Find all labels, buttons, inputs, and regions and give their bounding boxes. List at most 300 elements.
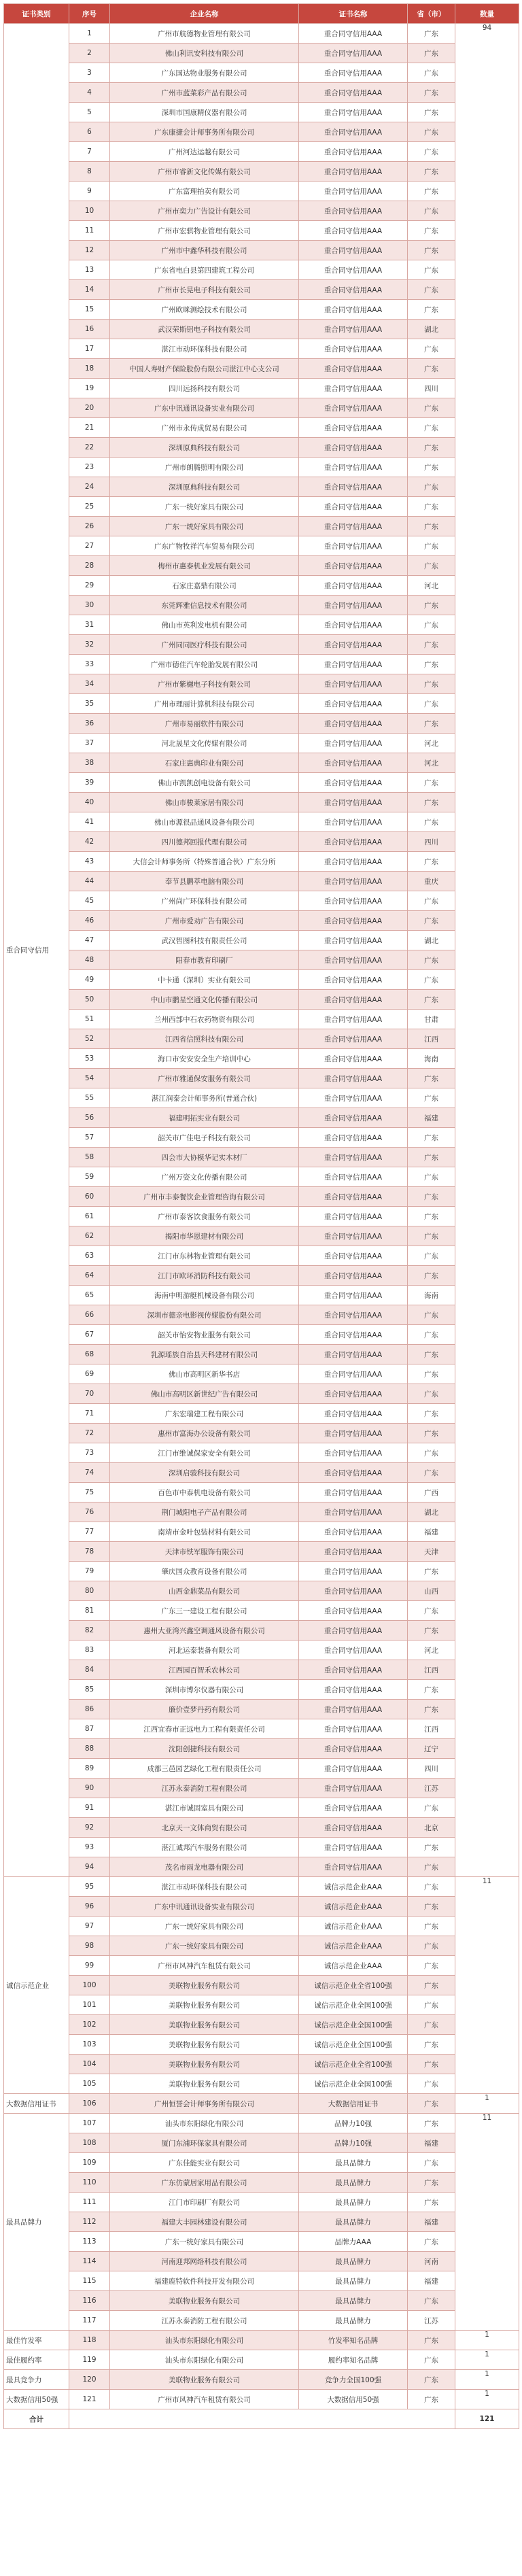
company-cell: 北京天一文体商贸有限公司 xyxy=(110,1818,299,1838)
seq-cell: 101 xyxy=(69,1995,110,2015)
table-row xyxy=(4,2271,519,2291)
table-row xyxy=(4,63,519,83)
cert-cell: 重合同守信用AAA xyxy=(299,1424,408,1443)
total-label: 合计 xyxy=(4,2409,69,2429)
province-cell: 广东 xyxy=(408,635,455,655)
province-cell: 湖北 xyxy=(408,1502,455,1522)
province-cell: 广东 xyxy=(408,891,455,911)
table-row xyxy=(4,359,519,379)
cert-cell: 重合同守信用AAA xyxy=(299,339,408,359)
cert-cell: 重合同守信用AAA xyxy=(299,1601,408,1621)
cert-cell: 重合同守信用AAA xyxy=(299,359,408,379)
company-cell: 海南中明游艇机械设备有限公司 xyxy=(110,1286,299,1305)
province-cell: 广东 xyxy=(408,300,455,320)
seq-cell: 56 xyxy=(69,1108,110,1128)
header-province: 省（市） xyxy=(408,4,455,24)
seq-cell: 106 xyxy=(69,2094,110,2114)
cert-cell: 重合同守信用AAA xyxy=(299,477,408,497)
seq-cell: 21 xyxy=(69,418,110,438)
cert-cell: 重合同守信用AAA xyxy=(299,497,408,517)
table-row xyxy=(4,2331,519,2350)
province-cell: 广东 xyxy=(408,2015,455,2035)
cert-cell: 重合同守信用AAA xyxy=(299,990,408,1010)
cert-cell: 重合同守信用AAA xyxy=(299,1857,408,1877)
province-cell: 福建 xyxy=(408,2212,455,2232)
cert-cell: 重合同守信用AAA xyxy=(299,1641,408,1660)
seq-cell: 9 xyxy=(69,182,110,201)
cert-cell: 重合同守信用AAA xyxy=(299,1680,408,1700)
company-cell: 广州市紫樾电子科技有限公司 xyxy=(110,674,299,694)
province-cell: 广东 xyxy=(408,418,455,438)
table-row xyxy=(4,714,519,734)
table-row xyxy=(4,162,519,182)
seq-cell: 2 xyxy=(69,44,110,63)
cert-cell: 重合同守信用AAA xyxy=(299,1286,408,1305)
table-row xyxy=(4,221,519,241)
company-cell: 大信会计师事务所（特殊普通合伙）广东分所 xyxy=(110,852,299,872)
seq-cell: 36 xyxy=(69,714,110,734)
table-row xyxy=(4,142,519,162)
province-cell: 广东 xyxy=(408,142,455,162)
table-row xyxy=(4,1798,519,1818)
province-cell: 广东 xyxy=(408,1936,455,1956)
seq-cell: 65 xyxy=(69,1286,110,1305)
province-cell: 广东 xyxy=(408,615,455,635)
cert-cell: 重合同守信用AAA xyxy=(299,714,408,734)
cert-cell: 重合同守信用AAA xyxy=(299,142,408,162)
cert-cell: 品牌力10强 xyxy=(299,2114,408,2133)
count-cell: 11 xyxy=(455,2114,519,2331)
seq-cell: 100 xyxy=(69,1976,110,1995)
table-row xyxy=(4,103,519,122)
province-cell: 广东 xyxy=(408,497,455,517)
seq-cell: 118 xyxy=(69,2331,110,2350)
cert-cell: 重合同守信用AAA xyxy=(299,950,408,970)
province-cell: 广东 xyxy=(408,2390,455,2409)
table-body xyxy=(4,24,519,2409)
province-cell: 河北 xyxy=(408,734,455,753)
seq-cell: 40 xyxy=(69,793,110,812)
category-cell: 最具竞争力 xyxy=(4,2370,69,2390)
province-cell: 广东 xyxy=(408,2173,455,2193)
province-cell: 广东 xyxy=(408,359,455,379)
table-row xyxy=(4,1680,519,1700)
company-cell: 惠州市富海办公设备有限公司 xyxy=(110,1424,299,1443)
cert-cell: 诚信示范企业AAA xyxy=(299,1956,408,1976)
province-cell: 四川 xyxy=(408,1759,455,1779)
seq-cell: 53 xyxy=(69,1049,110,1069)
seq-cell: 27 xyxy=(69,536,110,556)
seq-cell: 72 xyxy=(69,1424,110,1443)
cert-cell: 重合同守信用AAA xyxy=(299,1660,408,1680)
cert-cell: 诚信示范企业全国100强 xyxy=(299,2074,408,2094)
table-row xyxy=(4,260,519,280)
cert-cell: 重合同守信用AAA xyxy=(299,536,408,556)
company-cell: 广东一统好家具有限公司 xyxy=(110,497,299,517)
province-cell: 广东 xyxy=(408,714,455,734)
cert-cell: 重合同守信用AAA xyxy=(299,379,408,398)
table-row xyxy=(4,1069,519,1088)
company-cell: 广东一统好家具有限公司 xyxy=(110,517,299,536)
company-cell: 美联物业服务有限公司 xyxy=(110,2035,299,2055)
company-cell: 广东中讯通讯设备实业有限公司 xyxy=(110,1897,299,1917)
cert-cell: 重合同守信用AAA xyxy=(299,793,408,812)
province-cell: 广东 xyxy=(408,2193,455,2212)
seq-cell: 15 xyxy=(69,300,110,320)
table-row xyxy=(4,635,519,655)
province-cell: 广东 xyxy=(408,221,455,241)
seq-cell: 19 xyxy=(69,379,110,398)
table-row xyxy=(4,1483,519,1502)
seq-cell: 103 xyxy=(69,2035,110,2055)
province-cell: 广东 xyxy=(408,1325,455,1345)
province-cell: 广东 xyxy=(408,280,455,300)
table-row xyxy=(4,24,519,44)
province-cell: 重庆 xyxy=(408,872,455,891)
seq-cell: 7 xyxy=(69,142,110,162)
table-row xyxy=(4,1010,519,1029)
seq-cell: 62 xyxy=(69,1226,110,1246)
table-row xyxy=(4,2390,519,2409)
province-cell: 广东 xyxy=(408,260,455,280)
cert-cell: 品牌力10强 xyxy=(299,2133,408,2153)
seq-cell: 37 xyxy=(69,734,110,753)
province-cell: 河北 xyxy=(408,1641,455,1660)
company-cell: 中山市鹏星空通文化传播有限公司 xyxy=(110,990,299,1010)
category-cell: 诚信示范企业 xyxy=(4,1877,69,2094)
cert-cell: 重合同守信用AAA xyxy=(299,1069,408,1088)
table-row xyxy=(4,2252,519,2271)
province-cell: 福建 xyxy=(408,1108,455,1128)
company-cell: 广州河达运越有限公司 xyxy=(110,142,299,162)
cert-cell: 诚信示范企业AAA xyxy=(299,1877,408,1897)
cert-cell: 重合同守信用AAA xyxy=(299,1246,408,1266)
company-cell: 广州市泰客饮食服务有限公司 xyxy=(110,1207,299,1226)
table-row xyxy=(4,1838,519,1857)
cert-cell: 重合同守信用AAA xyxy=(299,1463,408,1483)
cert-cell: 最具品牌力 xyxy=(299,2311,408,2331)
table-row xyxy=(4,320,519,339)
table-row xyxy=(4,1542,519,1562)
table-row xyxy=(4,556,519,576)
seq-cell: 1 xyxy=(69,24,110,44)
province-cell: 福建 xyxy=(408,1522,455,1542)
cert-cell: 履约率知名品牌 xyxy=(299,2350,408,2370)
company-cell: 河北晟星文化传媒有限公司 xyxy=(110,734,299,753)
cert-cell: 重合同守信用AAA xyxy=(299,1325,408,1345)
province-cell: 广东 xyxy=(408,1621,455,1641)
table-row xyxy=(4,1897,519,1917)
table-row xyxy=(4,1286,519,1305)
cert-cell: 诚信示范企业全国100强 xyxy=(299,1995,408,2015)
company-cell: 广东三一建设工程有限公司 xyxy=(110,1601,299,1621)
province-cell: 广东 xyxy=(408,241,455,260)
cert-cell: 诚信示范企业AAA xyxy=(299,1917,408,1936)
count-cell: 1 xyxy=(455,2390,519,2409)
seq-cell: 66 xyxy=(69,1305,110,1325)
province-cell: 广东 xyxy=(408,458,455,477)
table-row xyxy=(4,2232,519,2252)
table-row xyxy=(4,773,519,793)
company-cell: 荆门城阳电子产品有限公司 xyxy=(110,1502,299,1522)
seq-cell: 20 xyxy=(69,398,110,418)
cert-cell: 重合同守信用AAA xyxy=(299,1739,408,1759)
seq-cell: 59 xyxy=(69,1167,110,1187)
company-cell: 兰州西部中石农药物资有限公司 xyxy=(110,1010,299,1029)
seq-cell: 17 xyxy=(69,339,110,359)
table-row xyxy=(4,1246,519,1266)
company-cell: 深圳市博尔仪器有限公司 xyxy=(110,1680,299,1700)
company-cell: 广州万姿文化传播有限公司 xyxy=(110,1167,299,1187)
company-cell: 美联物业服务有限公司 xyxy=(110,2074,299,2094)
company-cell: 深圳市德亲电影视传媒股份有限公司 xyxy=(110,1305,299,1325)
header-count: 数量 xyxy=(455,4,519,24)
table-row xyxy=(4,1936,519,1956)
province-cell: 甘肃 xyxy=(408,1010,455,1029)
company-cell: 广州市丰泰餐饮企业管理咨询有限公司 xyxy=(110,1187,299,1207)
company-cell: 广州市雅通保安服务有限公司 xyxy=(110,1069,299,1088)
table-row xyxy=(4,438,519,458)
company-cell: 广东国达物业服务有限公司 xyxy=(110,63,299,83)
province-cell: 广东 xyxy=(408,1424,455,1443)
cert-cell: 重合同守信用AAA xyxy=(299,1384,408,1404)
table-row xyxy=(4,1739,519,1759)
cert-cell: 品牌力AAA xyxy=(299,2232,408,2252)
cert-cell: 重合同守信用AAA xyxy=(299,221,408,241)
category-cell: 最具品牌力 xyxy=(4,2114,69,2331)
company-cell: 江西宜春市正远电力工程有限责任公司 xyxy=(110,1719,299,1739)
table-row xyxy=(4,1167,519,1187)
total-row xyxy=(4,2409,519,2429)
province-cell: 广东 xyxy=(408,1345,455,1364)
cert-cell: 重合同守信用AAA xyxy=(299,1049,408,1069)
table-row xyxy=(4,2311,519,2331)
cert-cell: 重合同守信用AAA xyxy=(299,1759,408,1779)
seq-cell: 22 xyxy=(69,438,110,458)
cert-cell: 重合同守信用AAA xyxy=(299,320,408,339)
company-cell: 广东中讯通讯设备实业有限公司 xyxy=(110,398,299,418)
province-cell: 广东 xyxy=(408,162,455,182)
province-cell: 河北 xyxy=(408,576,455,596)
province-cell: 广东 xyxy=(408,1088,455,1108)
province-cell: 广东 xyxy=(408,1148,455,1167)
seq-cell: 83 xyxy=(69,1641,110,1660)
company-cell: 美联物业服务有限公司 xyxy=(110,2015,299,2035)
province-cell: 广东 xyxy=(408,1562,455,1581)
province-cell: 广东 xyxy=(408,596,455,615)
table-row xyxy=(4,734,519,753)
table-row xyxy=(4,1877,519,1897)
cert-cell: 重合同守信用AAA xyxy=(299,201,408,221)
table-row xyxy=(4,241,519,260)
table-row xyxy=(4,1581,519,1601)
cert-cell: 诚信示范企业AAA xyxy=(299,1936,408,1956)
cert-cell: 重合同守信用AAA xyxy=(299,1010,408,1029)
table-row xyxy=(4,615,519,635)
company-cell: 沈阳创捷科技有限公司 xyxy=(110,1739,299,1759)
seq-cell: 51 xyxy=(69,1010,110,1029)
seq-cell: 79 xyxy=(69,1562,110,1581)
seq-cell: 35 xyxy=(69,694,110,714)
table-row xyxy=(4,990,519,1010)
seq-cell: 78 xyxy=(69,1542,110,1562)
company-cell: 广州欧咪测绘技术有限公司 xyxy=(110,300,299,320)
company-cell: 天津市铁军服饰有限公司 xyxy=(110,1542,299,1562)
cert-cell: 重合同守信用AAA xyxy=(299,655,408,674)
seq-cell: 30 xyxy=(69,596,110,615)
seq-cell: 10 xyxy=(69,201,110,221)
company-cell: 广州市中鑫华科技有限公司 xyxy=(110,241,299,260)
province-cell: 广东 xyxy=(408,1700,455,1719)
company-cell: 佛山市高明区新华书店 xyxy=(110,1364,299,1384)
company-cell: 江西省信照科技有限公司 xyxy=(110,1029,299,1049)
province-cell: 海南 xyxy=(408,1049,455,1069)
seq-cell: 49 xyxy=(69,970,110,990)
table-row xyxy=(4,1088,519,1108)
province-cell: 广东 xyxy=(408,1463,455,1483)
company-cell: 广东省电白县第四建筑工程公司 xyxy=(110,260,299,280)
seq-cell: 28 xyxy=(69,556,110,576)
seq-cell: 96 xyxy=(69,1897,110,1917)
company-cell: 广州市朗腾照明有限公司 xyxy=(110,458,299,477)
province-cell: 广东 xyxy=(408,990,455,1010)
company-cell: 深圳原典科技有限公司 xyxy=(110,438,299,458)
header-category: 证书类别 xyxy=(4,4,69,24)
table-row xyxy=(4,1424,519,1443)
province-cell: 广东 xyxy=(408,2074,455,2094)
company-cell: 梅州市惠泰机业发展有限公司 xyxy=(110,556,299,576)
province-cell: 江苏 xyxy=(408,1779,455,1798)
province-cell: 江西 xyxy=(408,1660,455,1680)
cert-cell: 重合同守信用AAA xyxy=(299,576,408,596)
cert-cell: 重合同守信用AAA xyxy=(299,418,408,438)
cert-cell: 最具品牌力 xyxy=(299,2173,408,2193)
province-cell: 广东 xyxy=(408,44,455,63)
category-cell: 大数据信用证书 xyxy=(4,2094,69,2114)
province-cell: 广东 xyxy=(408,201,455,221)
table-row xyxy=(4,596,519,615)
table-row xyxy=(4,1601,519,1621)
company-cell: 惠州大亚湾兴鑫空调通风设备有限公司 xyxy=(110,1621,299,1641)
company-cell: 江西园百智禾农林公司 xyxy=(110,1660,299,1680)
seq-cell: 46 xyxy=(69,911,110,931)
company-cell: 广东富理拍卖有限公司 xyxy=(110,182,299,201)
table-row xyxy=(4,1522,519,1542)
total-value: 121 xyxy=(455,2409,519,2429)
cert-cell: 重合同守信用AAA xyxy=(299,1700,408,1719)
seq-cell: 86 xyxy=(69,1700,110,1719)
company-cell: 中国人寿财产保险股份有限公司湛江中心支公司 xyxy=(110,359,299,379)
cert-cell: 最具品牌力 xyxy=(299,2271,408,2291)
company-cell: 河南迎邦网络科技有限公司 xyxy=(110,2252,299,2271)
cert-cell: 大数据信用50强 xyxy=(299,2390,408,2409)
table-row xyxy=(4,398,519,418)
province-cell: 广东 xyxy=(408,24,455,44)
seq-cell: 108 xyxy=(69,2133,110,2153)
table-row xyxy=(4,1995,519,2015)
cert-cell: 重合同守信用AAA xyxy=(299,556,408,576)
seq-cell: 109 xyxy=(69,2153,110,2173)
cert-cell: 重合同守信用AAA xyxy=(299,1818,408,1838)
seq-cell: 11 xyxy=(69,221,110,241)
company-cell: 厦门东浦环保家具有限公司 xyxy=(110,2133,299,2153)
cert-cell: 重合同守信用AAA xyxy=(299,1443,408,1463)
table-row xyxy=(4,1502,519,1522)
company-cell: 武汉荣斯铝电子科技有限公司 xyxy=(110,320,299,339)
seq-cell: 63 xyxy=(69,1246,110,1266)
company-cell: 美联物业服务有限公司 xyxy=(110,2055,299,2074)
province-cell: 广东 xyxy=(408,2370,455,2390)
company-cell: 美联物业服务有限公司 xyxy=(110,1995,299,2015)
cert-cell: 重合同守信用AAA xyxy=(299,24,408,44)
cert-cell: 重合同守信用AAA xyxy=(299,63,408,83)
seq-cell: 76 xyxy=(69,1502,110,1522)
seq-cell: 48 xyxy=(69,950,110,970)
company-cell: 佛山市骏莱家居有限公司 xyxy=(110,793,299,812)
province-cell: 广东 xyxy=(408,1128,455,1148)
seq-cell: 26 xyxy=(69,517,110,536)
seq-cell: 73 xyxy=(69,1443,110,1463)
seq-cell: 33 xyxy=(69,655,110,674)
seq-cell: 112 xyxy=(69,2212,110,2232)
cert-cell: 重合同守信用AAA xyxy=(299,832,408,852)
cert-cell: 竞争力全国100强 xyxy=(299,2370,408,2390)
table-row xyxy=(4,1976,519,1995)
company-cell: 广州市易丽软件有限公司 xyxy=(110,714,299,734)
company-cell: 湛江市动环保科技有限公司 xyxy=(110,1877,299,1897)
table-row xyxy=(4,931,519,950)
cert-cell: 重合同守信用AAA xyxy=(299,694,408,714)
table-row xyxy=(4,950,519,970)
province-cell: 辽宁 xyxy=(408,1739,455,1759)
seq-cell: 58 xyxy=(69,1148,110,1167)
province-cell: 广东 xyxy=(408,2153,455,2173)
province-cell: 广东 xyxy=(408,950,455,970)
table-row xyxy=(4,1857,519,1877)
company-cell: 南靖市金叶包装材料有限公司 xyxy=(110,1522,299,1542)
table-row xyxy=(4,1108,519,1128)
cert-cell: 诚信示范企业全国100强 xyxy=(299,2015,408,2035)
province-cell: 广东 xyxy=(408,1226,455,1246)
table-row xyxy=(4,1443,519,1463)
cert-cell: 重合同守信用AAA xyxy=(299,615,408,635)
cert-cell: 重合同守信用AAA xyxy=(299,517,408,536)
seq-cell: 43 xyxy=(69,852,110,872)
seq-cell: 50 xyxy=(69,990,110,1010)
cert-cell: 重合同守信用AAA xyxy=(299,438,408,458)
table-row xyxy=(4,2094,519,2114)
company-cell: 广州市长晃电子科技有限公司 xyxy=(110,280,299,300)
seq-cell: 18 xyxy=(69,359,110,379)
cert-cell: 最具品牌力 xyxy=(299,2193,408,2212)
table-row xyxy=(4,1404,519,1424)
company-cell: 茂名市雨龙电器有限公司 xyxy=(110,1857,299,1877)
table-row xyxy=(4,1621,519,1641)
table-row xyxy=(4,122,519,142)
company-cell: 汕头市东阳绿化有限公司 xyxy=(110,2331,299,2350)
seq-cell: 32 xyxy=(69,635,110,655)
cert-cell: 大数据信用证书 xyxy=(299,2094,408,2114)
province-cell: 江西 xyxy=(408,1719,455,1739)
table-row xyxy=(4,1364,519,1384)
cert-cell: 重合同守信用AAA xyxy=(299,1404,408,1424)
seq-cell: 85 xyxy=(69,1680,110,1700)
province-cell: 广西 xyxy=(408,1483,455,1502)
province-cell: 广东 xyxy=(408,477,455,497)
company-cell: 广州市宏骐物业管理有限公司 xyxy=(110,221,299,241)
cert-cell: 重合同守信用AAA xyxy=(299,1483,408,1502)
company-cell: 河北运泰装备有限公司 xyxy=(110,1641,299,1660)
